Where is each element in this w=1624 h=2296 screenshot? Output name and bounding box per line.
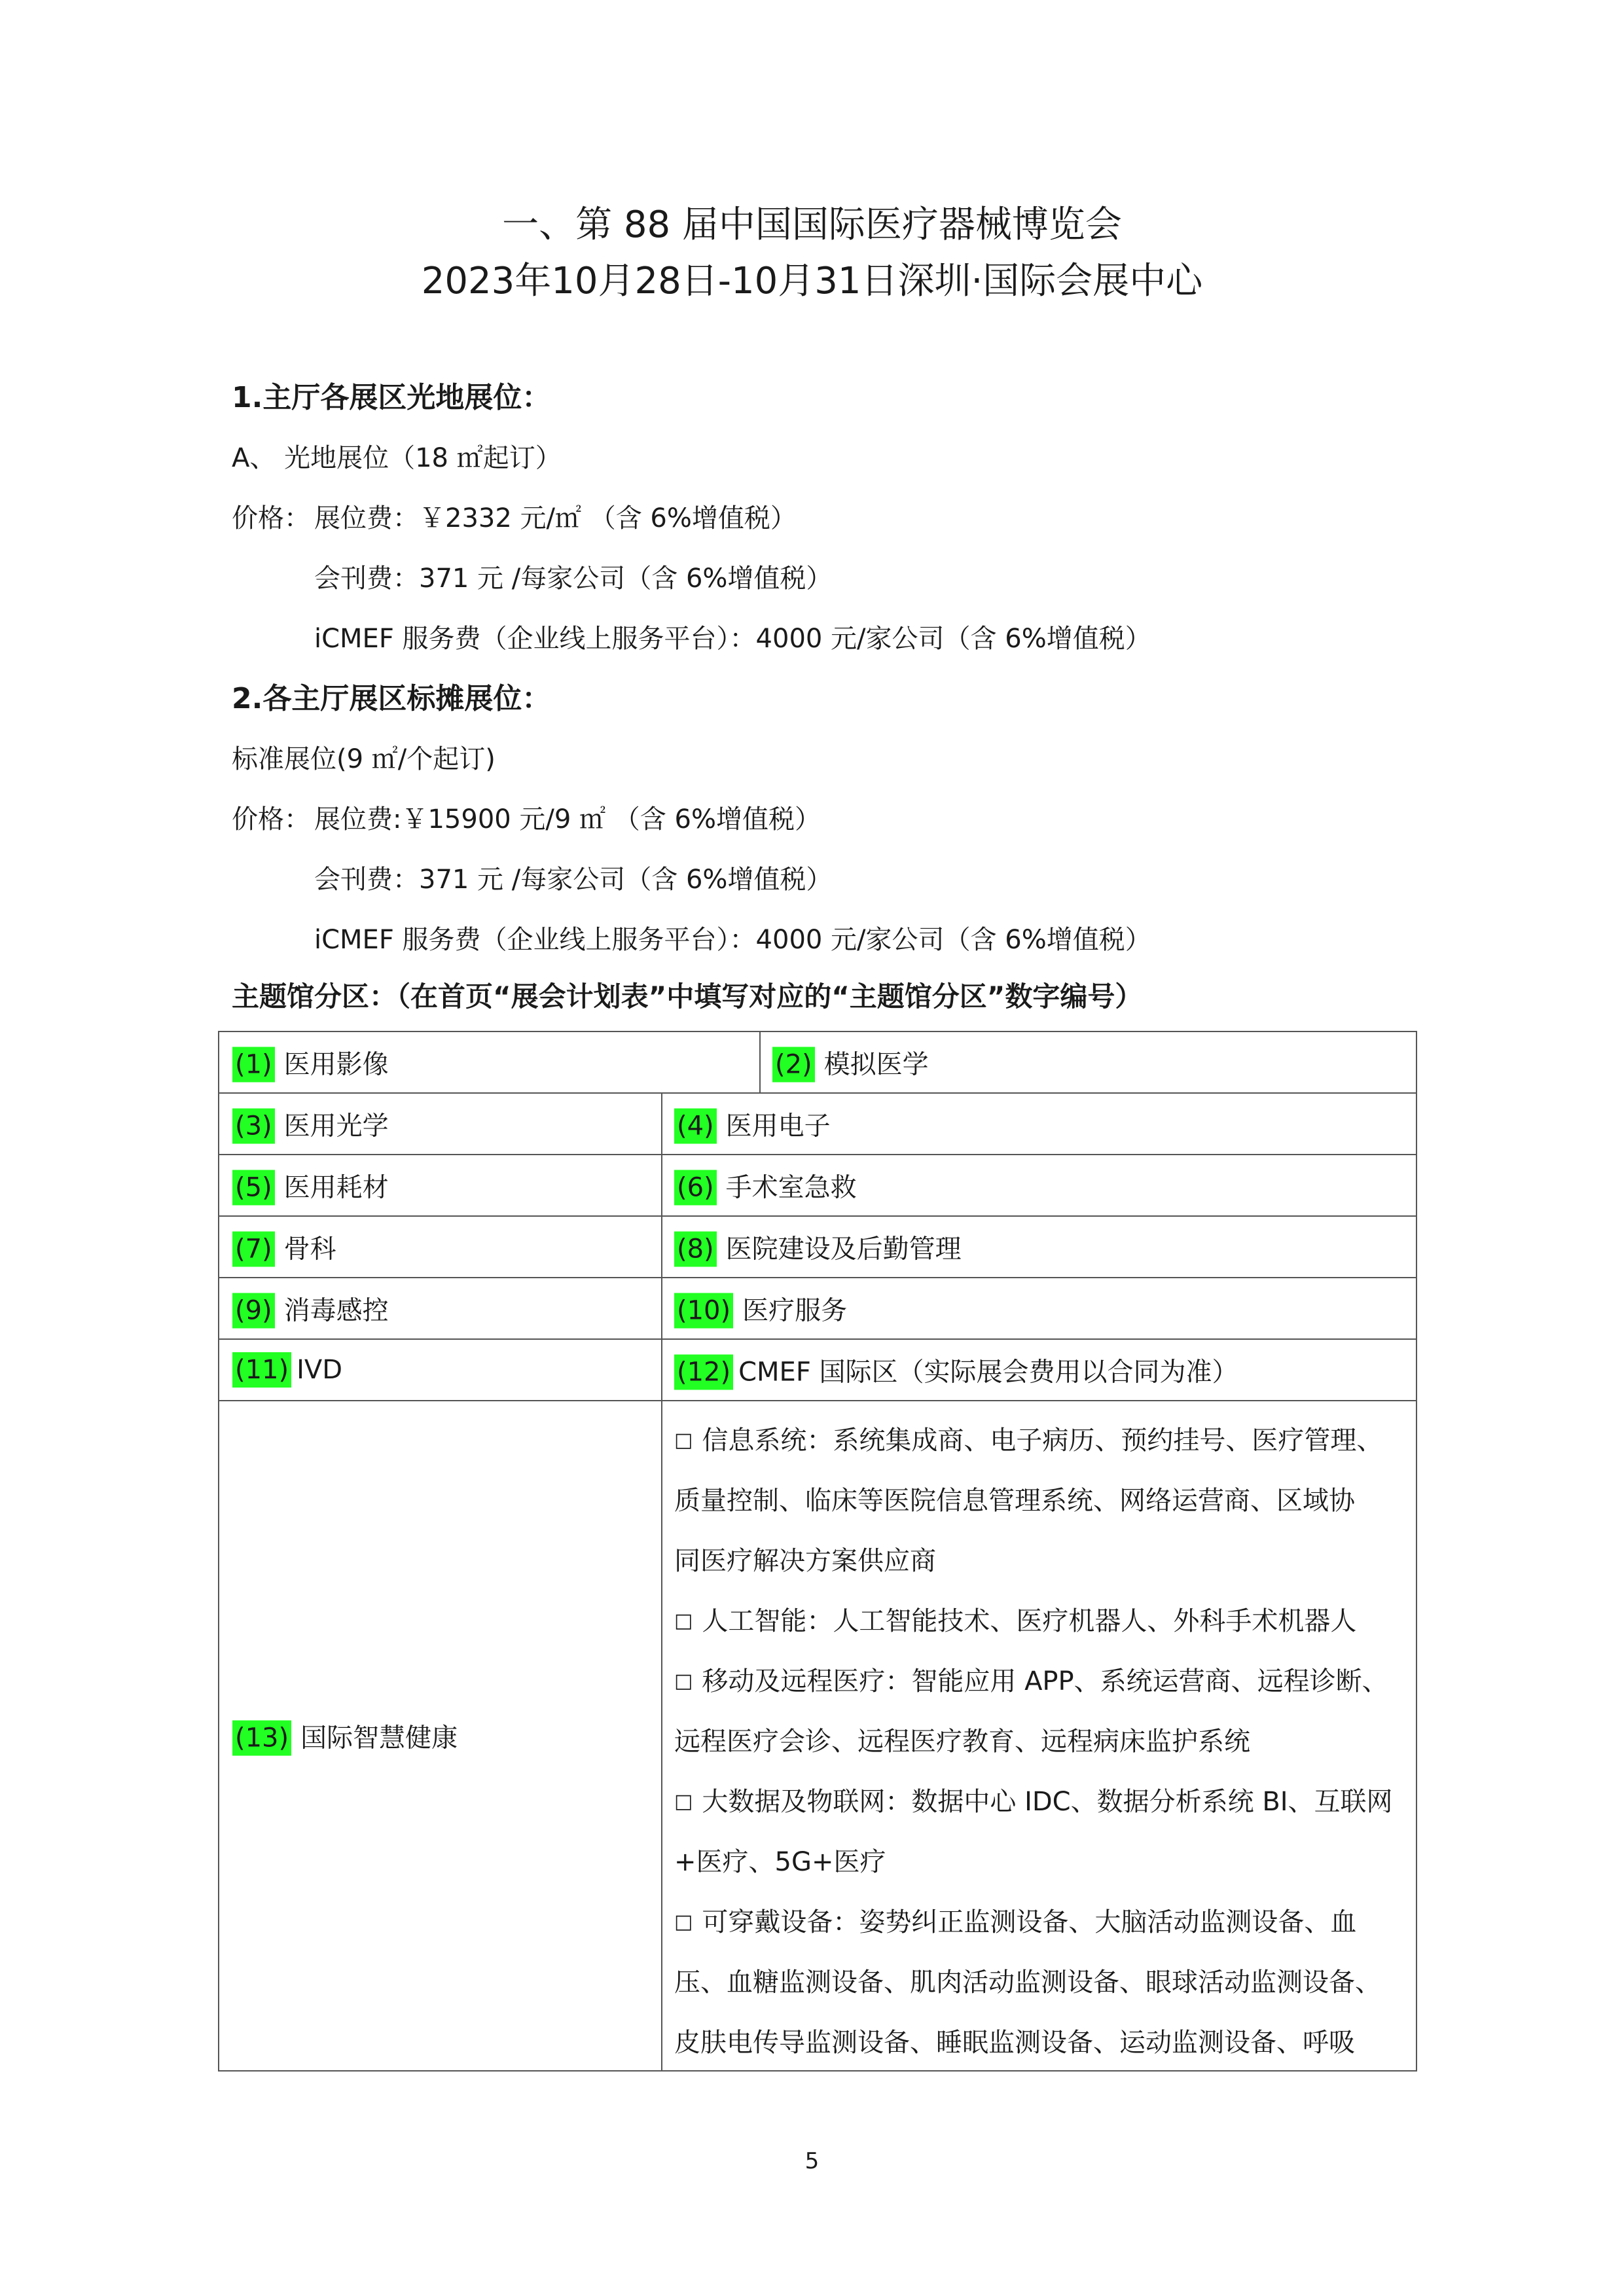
zone-name: 医用光学 bbox=[283, 1111, 389, 1141]
detail-line: □ 人工智能：人工智能技术、医疗机器人、外科手术机器人 bbox=[674, 1606, 1357, 1636]
zone-number: (7) bbox=[232, 1232, 275, 1267]
table-row-zone13 bbox=[219, 1401, 1416, 2070]
zone-name: 国际智慧健康 bbox=[300, 1723, 458, 1753]
zone-cell-13 bbox=[219, 1401, 661, 2070]
zone-name: 模拟医学 bbox=[823, 1049, 929, 1080]
table-row bbox=[219, 1155, 1416, 1217]
zone-name: IVD bbox=[297, 1355, 343, 1385]
detail-line: +医疗、5G+医疗 bbox=[674, 1847, 886, 1877]
section1-heading: 1.主厅各展区光地展位： bbox=[232, 381, 551, 414]
checkbox-icon: □ bbox=[674, 1910, 693, 1933]
detail-line: 远程医疗会诊、远程医疗教育、远程病床监护系统 bbox=[674, 1727, 1250, 1757]
detail-line: 质量控制、临床等医院信息管理系统、网络运营商、区域协 bbox=[674, 1486, 1355, 1516]
detail-line: □ 可穿戴设备：姿势纠正监测设备、大脑活动监测设备、血 bbox=[674, 1907, 1357, 1937]
zone-label bbox=[232, 1167, 389, 1204]
table-row bbox=[219, 1094, 1416, 1155]
zone-cell-3 bbox=[219, 1094, 661, 1154]
zone-label bbox=[232, 1290, 389, 1327]
zone-number: (11) bbox=[232, 1352, 291, 1388]
zone-number: (4) bbox=[674, 1109, 717, 1144]
zone-number: (9) bbox=[232, 1293, 275, 1329]
zone-label bbox=[674, 1290, 847, 1327]
section1-icmef-fee: iCMEF 服务费（企业线上服务平台）：4000 元/家公司（含 6%增值税） bbox=[314, 624, 1151, 654]
checkbox-icon: □ bbox=[674, 1429, 693, 1452]
detail-line: 皮肤电传导监测设备、睡眠监测设备、运动监测设备、呼吸 bbox=[674, 2028, 1355, 2058]
zone-label bbox=[674, 1167, 857, 1204]
theme-zone-table bbox=[218, 1031, 1417, 2072]
section2-icmef-fee: iCMEF 服务费（企业线上服务平台）：4000 元/家公司（含 6%增值税） bbox=[314, 925, 1151, 955]
zone-number: (6) bbox=[674, 1170, 717, 1206]
zone-label bbox=[232, 1355, 342, 1385]
detail-line: □ 信息系统：系统集成商、电子病历、预约挂号、医疗管理、 bbox=[674, 1426, 1383, 1456]
table-row bbox=[219, 1217, 1416, 1278]
zone-label bbox=[674, 1105, 831, 1143]
zone-name: 医用耗材 bbox=[283, 1172, 389, 1203]
detail-line: 同医疗解决方案供应商 bbox=[674, 1546, 936, 1576]
zone-name: 医疗服务 bbox=[742, 1295, 848, 1326]
zone-number: (8) bbox=[674, 1232, 717, 1267]
checkbox-icon: □ bbox=[674, 1670, 693, 1693]
zone-cell-1 bbox=[219, 1032, 759, 1092]
section2-heading: 2.各主厅展区标摊展位： bbox=[232, 682, 551, 715]
table-row bbox=[219, 1032, 1416, 1094]
zone-name: 医院建设及后勤管理 bbox=[725, 1234, 962, 1265]
detail-line: □ 移动及远程医疗：智能应用 APP、系统运营商、远程诊断、 bbox=[674, 1666, 1388, 1696]
zone-number: (10) bbox=[674, 1293, 733, 1329]
checkbox-icon: □ bbox=[674, 1790, 693, 1813]
section2-price-label: 价格： bbox=[232, 804, 310, 834]
zone-label bbox=[232, 1044, 389, 1081]
zone-name: 消毒感控 bbox=[283, 1295, 389, 1326]
page-number: 5 bbox=[804, 2148, 820, 2174]
checkbox-icon: □ bbox=[674, 1609, 693, 1632]
zone-cell-5 bbox=[219, 1155, 661, 1215]
section2-booth-fee: 展位费:￥15900 元/9 ㎡ （含 6%增值税） bbox=[314, 804, 821, 834]
zone-number: (2) bbox=[772, 1047, 815, 1083]
zone-number: (1) bbox=[232, 1047, 275, 1083]
zone-cell-7 bbox=[219, 1217, 661, 1277]
zone-number: (12) bbox=[674, 1355, 733, 1390]
detail-line: □ 大数据及物联网：数据中心 IDC、数据分析系统 BI、互联网 bbox=[674, 1787, 1393, 1817]
section1-price-label: 价格： bbox=[232, 503, 310, 533]
zone-name: 手术室急救 bbox=[725, 1172, 857, 1203]
zone-cell-6 bbox=[661, 1155, 1417, 1215]
zone-label bbox=[674, 1352, 1238, 1389]
column-divider bbox=[661, 1401, 662, 2070]
section1-catalog-fee: 会刊费：371 元 /每家公司（含 6%增值税） bbox=[314, 564, 833, 594]
zone-name: 骨科 bbox=[283, 1234, 336, 1265]
zone-name: 医用电子 bbox=[725, 1111, 831, 1141]
zone-cell-8 bbox=[661, 1217, 1417, 1277]
section1-item-a: A、 光地展位（18 ㎡起订） bbox=[232, 443, 562, 473]
zone-cell-10 bbox=[661, 1278, 1417, 1338]
table-row bbox=[219, 1278, 1416, 1340]
title-line-2: 2023年10月28日-10月31日深圳·国际会展中心 bbox=[421, 260, 1203, 302]
zone-label bbox=[232, 1717, 458, 1755]
title-line-1: 一、第 88 届中国国际医疗器械博览会 bbox=[502, 204, 1122, 246]
zone-cell-4 bbox=[661, 1094, 1417, 1154]
zone-cell-12 bbox=[661, 1340, 1417, 1400]
zone-name: 医用影像 bbox=[283, 1049, 389, 1080]
theme-zone-note: 主题馆分区：（在首页“展会计划表”中填写对应的“主题馆分区”数字编号） bbox=[232, 980, 1143, 1013]
zone-name: CMEF 国际区（实际展会费用以合同为准） bbox=[738, 1357, 1238, 1388]
zone-cell-11 bbox=[219, 1340, 661, 1400]
section1-booth-fee: 展位费：￥2332 元/㎡ （含 6%增值税） bbox=[314, 503, 797, 533]
zone-cell-9 bbox=[219, 1278, 661, 1338]
zone-number: (13) bbox=[232, 1721, 291, 1756]
zone-label bbox=[232, 1105, 389, 1143]
zone13-detail-list bbox=[674, 1410, 1407, 2073]
zone-label bbox=[772, 1044, 929, 1081]
zone-label bbox=[232, 1229, 336, 1266]
zone-number: (3) bbox=[232, 1109, 275, 1144]
detail-line: 压、血糖监测设备、肌肉活动监测设备、眼球活动监测设备、 bbox=[674, 1967, 1381, 1998]
zone-cell-2 bbox=[759, 1032, 1417, 1092]
section2-standard-booth: 标准展位(9 ㎡/个起订) bbox=[232, 744, 496, 774]
zone-number: (5) bbox=[232, 1170, 275, 1206]
zone-label bbox=[674, 1229, 962, 1266]
section2-catalog-fee: 会刊费：371 元 /每家公司（含 6%增值税） bbox=[314, 865, 833, 895]
table-row bbox=[219, 1340, 1416, 1401]
